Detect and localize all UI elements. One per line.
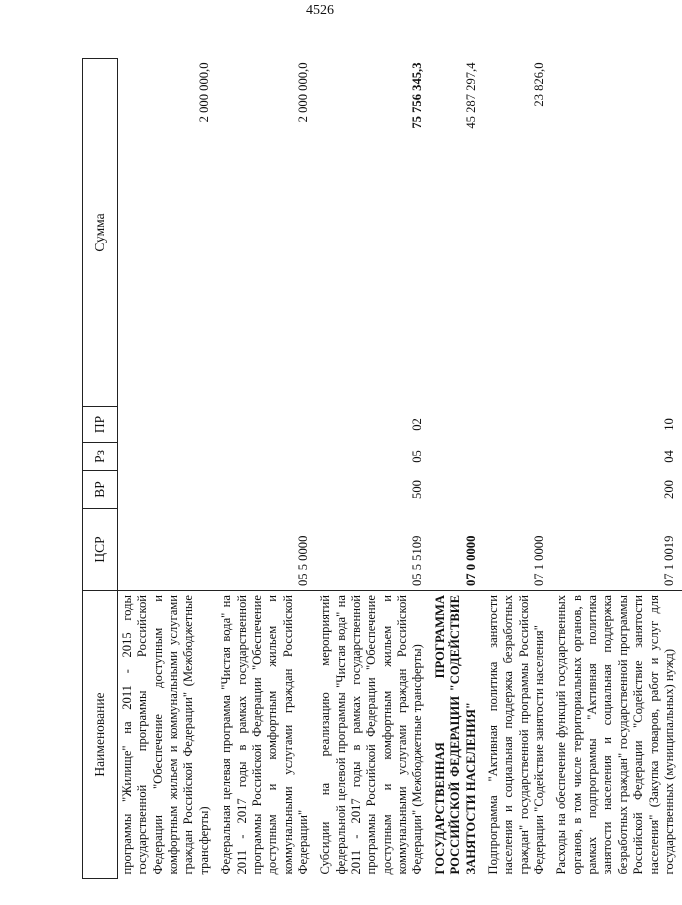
table-row — [484, 59, 552, 879]
row-vr — [431, 471, 484, 509]
row-csr: 07 1 0000 — [531, 535, 546, 586]
row-pr — [118, 407, 218, 443]
row-sum: 75 756 345,3 — [410, 62, 425, 129]
row-rz: 05 — [410, 450, 425, 463]
table-row — [316, 59, 431, 879]
row-name: ГОСУДАРСТВЕННАЯ ПРОГРАММА РОССИЙСКОЙ ФЕДЕРАЦИИ "СОДЕЙСТВИЕ ЗАНЯТОСТИ НАСЕЛЕНИЯ" — [431, 591, 484, 879]
table-header-row — [83, 59, 118, 879]
row-pr: 02 — [410, 418, 425, 431]
table-row — [552, 59, 682, 879]
row-name: Расходы на обеспечение функций государственных органов, в том числе территориальных органов, в рамках подпрограммы "Активная политика занятости населения и социальная поддержка безработных граждан" государственной программы Российской Федерации "Содействие занятости населения" (Закупка товаров, работ и услуг для государственных (муниципальных) нужд) — [552, 591, 682, 879]
row-sum: 2 000 000,0 — [196, 62, 211, 123]
row-name: программы "Жилище" на 2011 - 2015 годы государственной программы Российской Федерации "Обеспечение доступным и комфортным жильем и коммунальными услугами граждан Российской Федерации" (Межбюджетные трансферты) — [118, 591, 218, 879]
row-csr: 05 5 5109 — [410, 535, 425, 586]
row-rz: 04 — [661, 450, 676, 463]
table-row — [217, 59, 316, 879]
page-number: 4526 — [306, 3, 334, 18]
row-name: Субсидии на реализацию мероприятий федеральной целевой программы "Чистая вода" на 2011 - 2017 годы в рамках государственной программы Российской Федерации "Обеспечение доступным и комфортным жильем и коммунальными услугами граждан Российской Федерации" (Межбюджетные трансферты) — [316, 591, 431, 879]
row-vr — [217, 471, 316, 509]
row-pr — [431, 407, 484, 443]
row-rz — [118, 443, 218, 471]
row-csr — [118, 509, 218, 591]
row-vr: 500 — [410, 480, 425, 499]
row-csr: 07 0 0000 — [463, 535, 478, 586]
header-csr: ЦСР — [83, 509, 118, 591]
rotated-table-sheet — [82, 59, 676, 879]
budget-table — [82, 58, 682, 879]
row-rz — [484, 443, 552, 471]
header-sum: Сумма — [83, 59, 118, 407]
row-csr: 07 1 0019 — [661, 535, 676, 586]
row-name: Федеральная целевая программа "Чистая вода" на 2011 - 2017 годы в рамках государственной программы Российской Федерации "Обеспечение доступным и комфортным жильем и коммунальными услугами граждан Российской Федерации" — [217, 591, 316, 879]
row-csr: 05 5 0000 — [295, 535, 310, 586]
row-rz — [217, 443, 316, 471]
row-vr: 200 — [661, 480, 676, 499]
row-sum: 23 826,0 — [531, 62, 546, 107]
header-vr: ВР — [83, 471, 118, 509]
table-row-section — [431, 59, 484, 879]
row-vr — [484, 471, 552, 509]
row-pr — [217, 407, 316, 443]
header-pr: ПР — [83, 407, 118, 443]
header-name: Наименование — [83, 591, 118, 879]
header-rz: Рз — [83, 443, 118, 471]
row-sum: 2 000 000,0 — [295, 62, 310, 123]
row-sum — [552, 59, 682, 407]
row-name: Подпрограмма "Активная политика занятости населения и социальная поддержка безработных граждан" государственной программы Российской Федерации "Содействие занятости населения" — [484, 591, 552, 879]
row-pr: 10 — [661, 418, 676, 431]
row-rz — [431, 443, 484, 471]
row-vr — [118, 471, 218, 509]
row-sum: 45 287 297,4 — [463, 62, 478, 129]
row-pr — [484, 407, 552, 443]
table-row — [118, 59, 218, 879]
